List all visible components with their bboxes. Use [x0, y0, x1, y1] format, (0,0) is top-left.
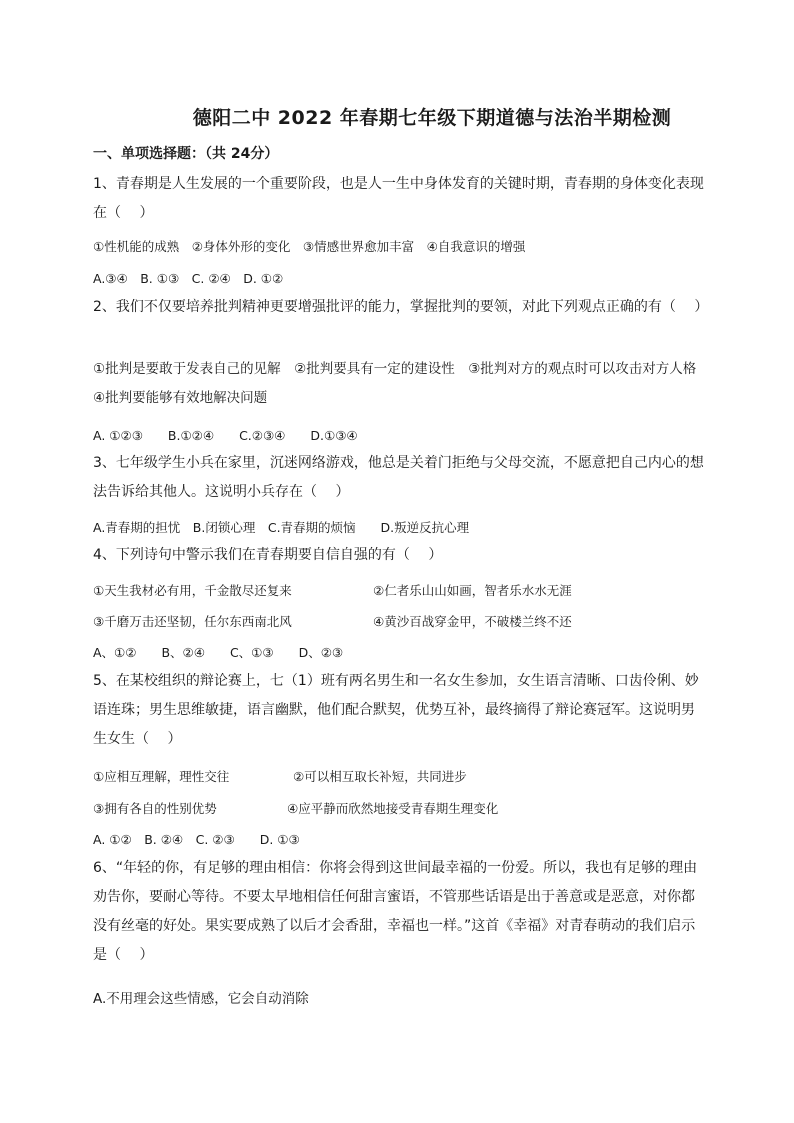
question-4-stem: 4、下列诗句中警示我们在青春期要自信自强的有（ ）	[93, 547, 443, 563]
question-4-item-4: ④黄沙百战穿金甲，不破楼兰终不还	[373, 614, 572, 629]
question-3-answers: A.青春期的担忧 B.闭锁心理 C.青春期的烦恼 D.叛逆反抗心理	[93, 520, 470, 535]
section-heading: 一、单项选择题：（共 24分）	[93, 146, 279, 162]
question-4-item-1: ①天生我材必有用，千金散尽还复来	[93, 583, 292, 598]
question-5-item-2: ②可以相互取长补短，共同进步	[293, 769, 467, 784]
question-1-stem: 1、青春期是人生发展的一个重要阶段，也是人一生中身体发育的关键时期，青春期的身体变化表现在（ ）	[93, 176, 704, 221]
question-6-option-a: A.不用理会这些情感，它会自动消除	[93, 991, 309, 1007]
question-5-item-4: ④应平静而欣然地接受青春期生理变化	[287, 801, 499, 816]
question-4-item-3: ③千磨万击还坚韧，任尔东西南北风	[93, 614, 292, 629]
question-3-stem: 3、七年级学生小兵在家里，沉迷网络游戏，他总是关着门拒绝与父母交流，不愿意把自己内心的想法告诉给其他人。这说明小兵存在（ ）	[93, 455, 704, 500]
question-5-item-1: ①应相互理解，理性交往	[93, 769, 230, 784]
question-5-stem: 5、在某校组织的辩论赛上，七（1）班有两名男生和一名女生参加，女生语言清晰、口齿伶俐、妙语连珠；男生思维敏捷，语言幽默，他们配合默契，优势互补，最终摘得了辩论赛冠军。这说明男生女生（ ）	[93, 673, 699, 747]
question-2-answers: A. ①②③ B.①②④ C.②③④ D.①③④	[93, 428, 358, 443]
question-2-items: ①批判是要敢于发表自己的见解 ②批判要具有一定的建设性 ③批判对方的观点时可以攻击对方人格 ④批判要能够有效地解决问题	[93, 361, 710, 406]
question-2-stem: 2、我们不仅要培养批判精神更要增强批评的能力，掌握批判的要领，对此下列观点正确的有（ ）	[93, 299, 709, 315]
page-title: 德阳二中 2022 年春期七年级下期道德与法治半期检测	[192, 107, 672, 129]
question-6-stem: 6、“年轻的你，有足够的理由相信：你将会得到这世间最幸福的一份爱。所以，我也有足够的理由劝告你，要耐心等待。不要太早地相信任何甜言蜜语，不管那些话语是出于善意或是恶意，对你都没有丝毫的好处。果实要成熟了以后才会香甜，幸福也一样。”这首《幸福》对青春萌动的我们启示是（ ）	[93, 860, 698, 963]
question-1-items: ①性机能的成熟 ②身体外形的变化 ③情感世界愈加丰富 ④自我意识的增强	[93, 239, 526, 254]
question-4-answers: A、①② B、②④ C、①③ D、②③	[93, 645, 344, 660]
question-1-answers: A.③④ B. ①③ C. ②④ D. ①②	[93, 271, 284, 286]
question-4-item-2: ②仁者乐山山如画，智者乐水水无涯	[373, 583, 572, 598]
question-5-answers: A. ①② B. ②④ C. ②③ D. ①③	[93, 832, 300, 847]
question-5-item-3: ③拥有各自的性别优势	[93, 801, 217, 816]
